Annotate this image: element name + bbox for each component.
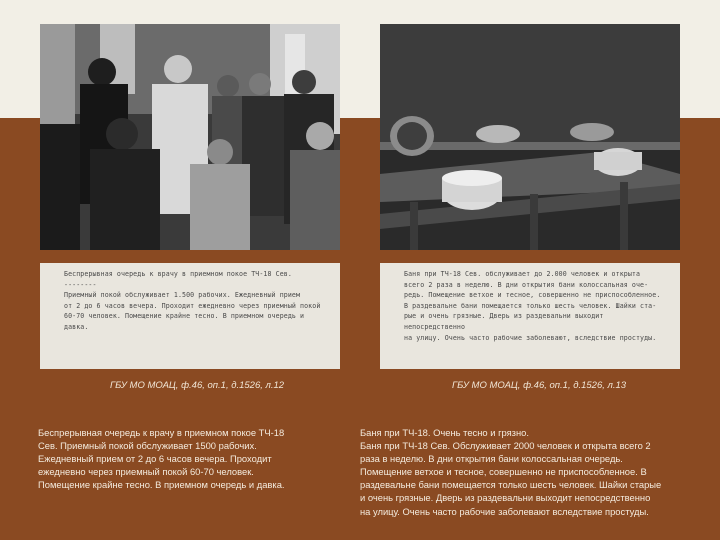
document-scan-right (380, 263, 680, 369)
document-line: рые и очень грязные. Дверь из раздевальни выходит непосредственно (404, 312, 608, 331)
description-line: ежедневно через приемный покой 60-70 человек. (38, 466, 254, 478)
description-line: раздевальне бани помещается только шесть человек. Шайки старые (360, 479, 662, 491)
description-line: Беспрерывная очередь к врачу в приемном покое ТЧ-18 (38, 427, 285, 438)
description-line: на улицу. Очень часто рабочие заболевают вследствие простуды. (360, 505, 649, 517)
description-line: раза в неделю. В дни открытия бани колоссальная очередь. (360, 453, 623, 465)
document-line: Беспрерывная очередь к врачу в приемном покое ТЧ-18 Сев. (64, 270, 292, 278)
description-line: Помещение крайне тесно. В приемном очередь и давка. (38, 479, 285, 491)
description-line: и очень грязные. Дверь из раздевальни выходит непосредственно (360, 492, 651, 504)
document-text-left (64, 269, 326, 363)
document-line: на улицу. Очень часто рабочие заболевают, вследствие простуды. (404, 333, 657, 342)
document-line: всего 2 раза в неделю. В дни открытия бани колоссальная оче- (404, 280, 649, 289)
description-line: Баня при ТЧ-18. Очень тесно и грязно. (360, 427, 529, 438)
archive-caption-left: ГБУ МО МОАЦ, ф.46, оп.1, д.1526, л.12 (110, 380, 285, 391)
document-text-right (404, 269, 666, 363)
description-line: Сев. Приемный покой обслуживает 1500 рабочих. (38, 440, 257, 452)
archive-caption-right: ГБУ МО МОАЦ, ф.46, оп.1, д.1526, л.13 (452, 380, 627, 391)
document-line: 60-70 человек. Помещение крайне тесно. В приемном очередь и (64, 312, 305, 321)
document-line: давка. (64, 322, 89, 331)
description-right (360, 426, 702, 518)
description-line: Баня при ТЧ-18 Сев. Обслуживает 2000 человек и открыта всего 2 (360, 440, 651, 452)
document-line: В раздевальне бани помещается только шесть человек. Шайки ста- (404, 301, 657, 310)
photo-bathhouse (380, 24, 680, 250)
document-line: -------- (64, 280, 97, 289)
document-line: редь. Помещение ветхое и тесное, совершенно не приспособленное. (404, 291, 661, 300)
document-line: Баня при ТЧ-18 Сев. обслуживает до 2.000 человек и открыта (404, 270, 641, 278)
photo-queue-to-doctor (40, 24, 340, 250)
description-left (38, 426, 318, 491)
description-line: Ежедневный прием от 2 до 6 часов вечера. Проходит (38, 453, 272, 465)
description-line: Помещение ветхое и тесное, совершенно не приспособленное. В (360, 466, 647, 478)
document-line: от 2 до 6 часов вечера. Проходит ежедневно через приемный покой (64, 301, 321, 310)
photo-bathhouse-image (380, 24, 680, 250)
photo-queue-image (40, 24, 340, 250)
document-line: Приемный покой обслуживает 1.500 рабочих. Ежедневный прием (64, 291, 301, 300)
document-scan-left (40, 263, 340, 369)
